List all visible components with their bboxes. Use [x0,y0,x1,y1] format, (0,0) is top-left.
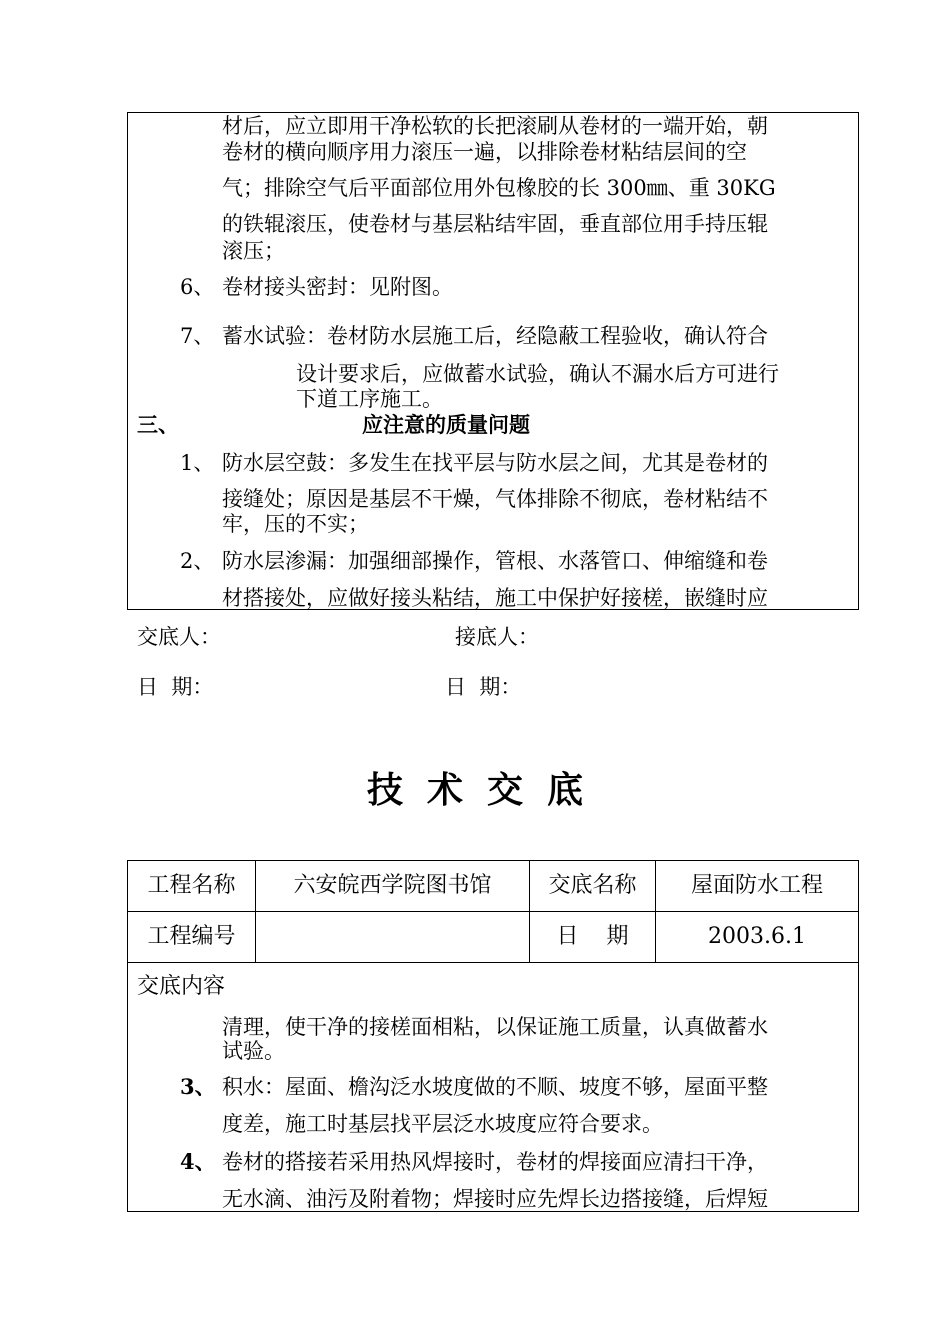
page-title: 技术交底 [366,769,607,811]
item-7-text: 设计要求后，应做蓄水试验，确认不漏水后方可进行 [296,362,779,386]
item-1-text: 防水层空鼓：多发生在找平层与防水层之间，尤其是卷材的 [222,451,768,475]
project-name-value: 六安皖西学院图书馆 [293,873,492,898]
section-3-heading: 应注意的质量问题 [362,412,530,437]
item-7-text: 蓄水试验：卷材防水层施工后，经隐蔽工程验收，确认符合 [222,324,768,348]
section-3-number: 三、 [137,412,179,437]
date-value: 2003.6.1 [708,924,806,949]
item-6-text: 卷材接头密封：见附图。 [222,275,453,299]
content-line: 试验。 [222,1039,285,1063]
project-name-label: 工程名称 [147,873,236,898]
item-3-number: 3、 [180,1074,216,1099]
content-line: 清理，使干净的接槎面相粘，以保证施工质量，认真做蓄水 [222,1015,768,1039]
table-row-divider [128,962,858,963]
date-label-right: 日 期： [445,675,522,699]
item-3-text: 积水：屋面、檐沟泛水坡度做的不顺、坡度不够，屋面平整 [222,1075,768,1099]
paragraph-line: 材后，应立即用干净松软的长把滚刷从卷材的一端开始，朝 [222,114,768,138]
item-1-text: 牢，压的不实； [222,512,369,536]
date-label: 日 期 [556,924,629,949]
project-number-label: 工程编号 [147,924,236,949]
receiver-label: 接底人： [455,625,539,649]
item-1-number: 1、 [180,451,215,475]
paragraph-line: 的铁辊滚压，使卷材与基层粘结牢固，垂直部位用手持压辊 [222,212,768,236]
content-label: 交底内容 [137,974,226,999]
item-4-text: 卷材的搭接若采用热风焊接时，卷材的焊接面应清扫干净， [222,1150,768,1174]
briefing-name-label: 交底名称 [548,873,637,898]
item-4-number: 4、 [180,1149,216,1174]
paragraph-line: 滚压； [222,239,285,263]
item-2-text: 防水层渗漏：加强细部操作，管根、水落管口、伸缩缝和卷 [222,549,768,573]
date-label-left: 日 期： [137,675,214,699]
table-row-divider [128,911,858,912]
item-7-text: 下道工序施工。 [296,387,443,411]
item-6-number: 6、 [180,275,215,299]
paragraph-line: 气；排除空气后平面部位用外包橡胶的长 300㎜、重 30KG [222,176,776,200]
briefing-name-value: 屋面防水工程 [690,873,823,898]
item-2-number: 2、 [180,549,215,573]
item-3-text: 度差，施工时基层找平层泛水坡度应符合要求。 [222,1112,663,1136]
item-1-text: 接缝处；原因是基层不干燥，气体排除不彻底，卷材粘结不 [222,487,768,511]
giver-label: 交底人： [137,625,221,649]
item-2-text: 材搭接处，应做好接头粘结，施工中保护好接槎，嵌缝时应 [222,586,768,610]
item-4-text: 无水滴、油污及附着物；焊接时应先焊长边搭接缝，后焊短 [222,1187,768,1211]
paragraph-line: 卷材的横向顺序用力滚压一遍，以排除卷材粘结层间的空 [222,140,747,164]
item-7-number: 7、 [180,324,215,348]
